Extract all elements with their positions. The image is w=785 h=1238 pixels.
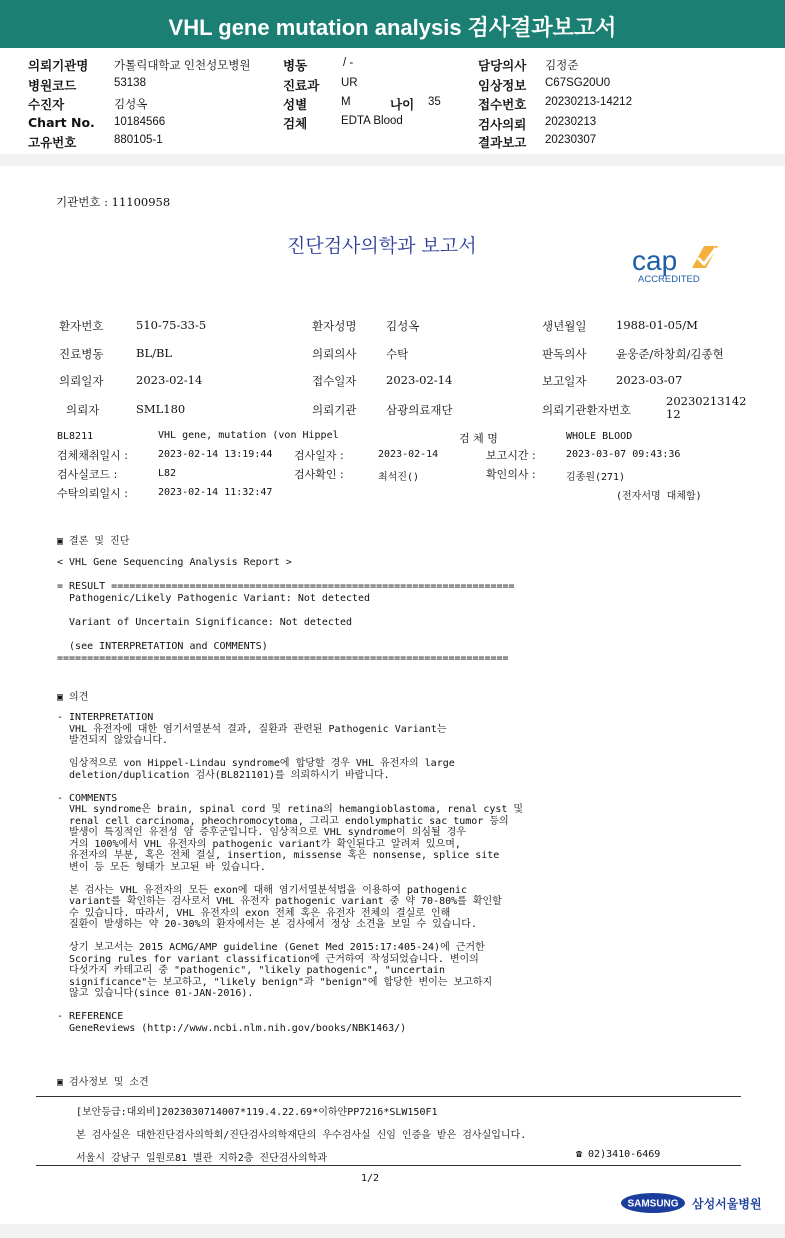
testdate-label: 검사일자 : — [294, 449, 344, 462]
interpretation-line: 않고 있습니다(since 01-JAN-2016). — [57, 988, 254, 999]
info-label: 진료병동 — [59, 347, 104, 361]
result-line: = RESULT =================================================================== — [57, 581, 515, 592]
confirm-label: 검사확인 : — [294, 468, 344, 481]
section-conclusion: ▣ 결론 및 진단 — [57, 536, 130, 547]
result-line: Pathogenic/Likely Pathogenic Variant: Not detected — [57, 593, 371, 604]
specimen-value: WHOLE BLOOD — [566, 431, 633, 442]
samsung-text: SAMSUNG — [627, 1198, 679, 1210]
info-value: 20230213142 12 — [666, 394, 747, 421]
hdr-key: 검체 — [283, 116, 308, 131]
test-code: BL8211 — [57, 431, 94, 442]
hdr-val: M — [341, 96, 351, 108]
esign-note: (전자서명 대체함) — [616, 491, 702, 502]
interpretation-line: - REFERENCE — [57, 1011, 124, 1022]
interpretation-line: 발생이 특징적인 유전성 암 증후군입니다. 임상적으로 VHL syndrome이 의심될 경우 — [57, 827, 466, 838]
info-label: 생년월일 — [542, 319, 587, 333]
info-label: 의뢰기관 — [312, 403, 357, 417]
hdr-key: 병원코드 — [28, 78, 77, 93]
specimen-label: 검 체 명 — [459, 432, 498, 445]
cap-sub: ACCREDITED — [638, 274, 700, 285]
interpretation-line: deletion/duplication 검사(BL821101)를 의뢰하시기 바랍니다. — [57, 769, 390, 781]
interpretation-line: Scoring rules for variant classification에 근거하여 작성되었습니다. 변이의 — [57, 953, 479, 965]
hdr-key: 진료과 — [283, 78, 320, 93]
interpretation-line: 발견되지 않았습니다. — [57, 735, 169, 746]
page-number: 1/2 — [361, 1173, 380, 1184]
cap-accredited-logo — [632, 238, 732, 286]
hdr-val: UR — [341, 77, 358, 89]
institution-number: 기관번호 : 11100958 — [56, 195, 171, 209]
confirm-value: 최석진() — [378, 472, 420, 483]
result-title: < VHL Gene Sequencing Analysis Report > — [57, 557, 292, 568]
interpretation-line: GeneReviews (http://www.ncbi.nlm.nih.gov/books/NBK1463/) — [57, 1022, 407, 1034]
address-line: 서울시 강남구 일원로81 별관 지하2층 진단검사의학과 — [76, 1153, 328, 1164]
info-value: 윤웅준/하창희/김종현 — [616, 347, 724, 361]
info-value: SML180 — [136, 402, 186, 416]
hdr-key: 결과보고 — [478, 135, 527, 150]
info-label: 의뢰자 — [66, 403, 100, 417]
interpretation-line: 본 검사는 VHL 유전자의 모든 exon에 대해 염기서열분석법을 이용하여 pathogenic — [57, 884, 468, 896]
info-label: 의뢰의사 — [312, 347, 357, 361]
interpretation-line: 수 있습니다. 따라서, VHL 유전자의 exon 전체 혹은 유전자 전체의 결실로 인해 — [57, 907, 451, 919]
collect-value: 2023-02-14 13:19:44 — [158, 449, 273, 460]
result-line: =========================================================================== — [57, 653, 509, 664]
info-label: 접수일자 — [312, 374, 357, 388]
collect-label: 검체채취일시 : — [57, 449, 128, 462]
room-label: 검사실코드 : — [57, 468, 118, 481]
interpretation-line: - COMMENTS — [57, 792, 118, 804]
hdr-val: 10184566 — [114, 116, 166, 128]
info-label: 보고일자 — [542, 374, 587, 388]
hdr-key: 수진자 — [28, 97, 65, 112]
info-value: 2023-03-07 — [616, 373, 683, 387]
interpretation-line: 변이 등 모든 형태가 보고된 바 있습니다. — [57, 861, 266, 873]
samsung-hospital-logo — [620, 1190, 770, 1216]
info-label: 의뢰기관환자번호 — [542, 403, 631, 417]
testdate-value: 2023-02-14 — [378, 449, 439, 460]
doctor-value: 김종원(271) — [566, 472, 626, 483]
phone-line: ☎ 02)3410-6469 — [576, 1149, 661, 1160]
hdr-val: 20230213 — [545, 116, 597, 128]
interpretation-line: 다섯가지 카테고리 중 "pathogenic", "likely pathogenic", "uncertain — [57, 965, 445, 976]
interpretation-line: VHL syndrome은 brain, spinal cord 및 retina의 hemangioblastoma, renal cyst 및 — [57, 804, 524, 815]
hdr-val: 20230307 — [545, 134, 597, 146]
interpretation-line: - INTERPRETATION — [57, 712, 154, 723]
hdr-val: / - — [343, 57, 354, 69]
doctor-label: 확인의사 : — [486, 468, 536, 481]
hdr-key: 의뢰기관명 — [28, 58, 89, 73]
footer-divider-top — [36, 1096, 741, 1097]
interpretation-line: renal cell carcinoma, pheochromocytoma, 그리고 endolymphatic sac tumor 등의 — [57, 815, 509, 827]
footer-divider-bottom — [36, 1165, 741, 1166]
hdr-val: C67SG20U0 — [545, 77, 611, 89]
hdr-val: 880105-1 — [114, 134, 163, 146]
hdr-key: Chart No. — [28, 115, 95, 130]
interpretation-line: variant를 확인하는 검사로서 VHL 유전자 pathogenic variant 중 약 70-80%를 확인할 — [57, 896, 502, 907]
info-label: 환자번호 — [59, 319, 104, 333]
info-label: 환자성명 — [312, 319, 357, 333]
hdr-key: 병동 — [283, 58, 308, 73]
info-value: 수탁 — [386, 347, 409, 361]
hdr-val: 35 — [428, 96, 441, 108]
room-value: L82 — [158, 468, 177, 479]
info-value: 2023-02-14 — [386, 373, 453, 387]
interpretation-line: 거의 100%에서 VHL 유전자의 pathogenic variant가 확인된다고 알려져 있으며, — [57, 838, 461, 850]
test-name: VHL gene, mutation (von Hippel — [158, 430, 339, 441]
interpretation-line: 유전자의 부분, 혹은 전체 결실, insertion, missense 혹은 nonsense, splice site — [57, 850, 500, 861]
info-label: 의뢰일자 — [59, 374, 104, 388]
info-value: 삼광의료재단 — [386, 403, 453, 417]
hdr-val: 53138 — [114, 77, 146, 89]
reporttime-value: 2023-03-07 09:43:36 — [566, 449, 681, 460]
hdr-val: 김성옥 — [114, 99, 148, 111]
hdr-key: 나이 — [390, 97, 415, 112]
report-title: 진단검사의학과 보고서 — [287, 235, 477, 257]
hdr-key: 고유번호 — [28, 135, 77, 150]
hdr-key: 담당의사 — [478, 58, 527, 73]
info-value: 1988-01-05/M — [616, 318, 698, 332]
interpretation-line: 질환이 발생하는 약 20-30%의 환자에서는 본 검사에서 정상 소견을 보일 수 있습니다. — [57, 919, 477, 930]
reporttime-label: 보고시간 : — [486, 449, 536, 462]
security-line: [보안등급:대외비]2023030714007*119.4.22.69*이하얀PP7216*SLW150F1 — [76, 1107, 438, 1118]
interpretation-line: VHL 유전자에 대한 염기서열분석 결과, 질환과 관련된 Pathogenic Variant는 — [57, 723, 447, 735]
info-value: 2023-02-14 — [136, 373, 203, 387]
hdr-key: 성별 — [283, 97, 308, 112]
interpretation-line: 상기 보고서는 2015 ACMG/AMP guideline (Genet Med 2015:17:405-24)에 근거한 — [57, 942, 485, 953]
section-test-info: ▣ 검사정보 및 소견 — [57, 1077, 149, 1088]
certification-line: 본 검사실은 대한진단검사의학회/진단검사의학재단의 우수검사실 신임 인증을 받은 검사실입니다. — [76, 1130, 527, 1141]
info-value: 김성옥 — [386, 319, 420, 333]
hospital-name: 삼성서울병원 — [692, 1197, 762, 1211]
hdr-key: 임상정보 — [478, 78, 527, 93]
result-line: Variant of Uncertain Significance: Not detected — [57, 617, 353, 628]
result-line: (see INTERPRETATION and COMMENTS) — [57, 641, 268, 652]
hdr-val: 가톨릭대학교 인천성모병원 — [114, 60, 251, 72]
hdr-key: 검사의뢰 — [478, 117, 527, 132]
hdr-key: 접수번호 — [478, 97, 527, 112]
info-value: 510-75-33-5 — [136, 318, 207, 332]
hdr-val: EDTA Blood — [341, 115, 403, 127]
interpretation-line: 임상적으로 von Hippel-Lindau syndrome에 합당할 경우 VHL 유전자의 large — [57, 758, 455, 769]
req-label: 수탁의뢰일시 : — [57, 487, 128, 500]
cap-text: cap — [632, 245, 678, 276]
info-value: BL/BL — [136, 346, 173, 360]
interpretation-line: significance"는 보고하고, "likely benign"과 "benign"에 합당한 변이는 보고하지 — [57, 976, 493, 988]
section-opinion: ▣ 의견 — [57, 692, 89, 703]
info-label: 판독의사 — [542, 347, 587, 361]
banner-title: VHL gene mutation analysis 검사결과보고서 — [168, 15, 617, 40]
hdr-val: 김정준 — [545, 60, 579, 72]
req-value: 2023-02-14 11:32:47 — [158, 487, 273, 498]
hdr-val: 20230213-14212 — [545, 96, 632, 108]
